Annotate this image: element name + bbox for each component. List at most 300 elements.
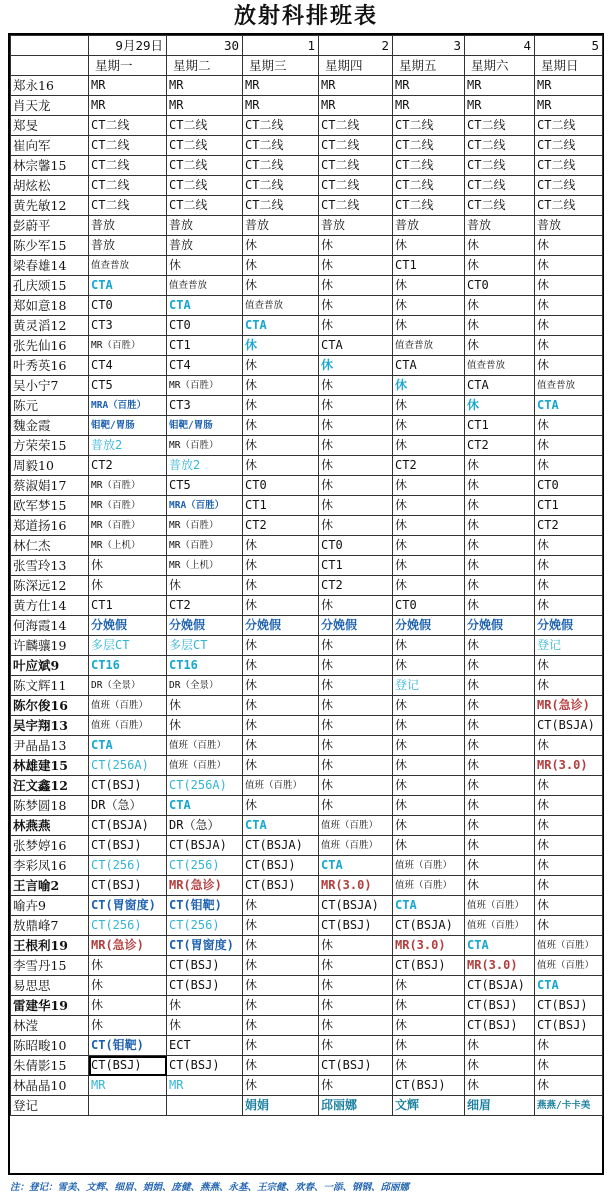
shift-cell[interactable]: 分娩假 xyxy=(319,616,393,636)
shift-cell[interactable]: MR（上机） xyxy=(167,556,243,576)
shift-cell[interactable]: CT二线 xyxy=(167,116,243,136)
shift-cell[interactable]: CT二线 xyxy=(89,156,167,176)
shift-cell[interactable]: CT二线 xyxy=(535,136,603,156)
shift-cell[interactable]: 休 xyxy=(393,236,465,256)
shift-cell[interactable]: 休 xyxy=(535,676,603,696)
shift-cell[interactable]: CT0 xyxy=(319,536,393,556)
shift-cell[interactable]: 休 xyxy=(535,836,603,856)
shift-cell[interactable]: 普放2 xyxy=(167,456,243,476)
shift-cell[interactable]: 休 xyxy=(89,576,167,596)
shift-cell[interactable]: 分娩假 xyxy=(393,616,465,636)
shift-cell[interactable]: MR（百胜） xyxy=(89,476,167,496)
shift-cell[interactable]: 普放 xyxy=(167,216,243,236)
shift-cell[interactable]: CT二线 xyxy=(243,176,319,196)
shift-cell[interactable]: 休 xyxy=(393,416,465,436)
shift-cell[interactable]: 娟娟 xyxy=(243,1096,319,1116)
shift-cell[interactable]: 值班（百胜） xyxy=(535,936,603,956)
shift-cell[interactable]: 登记 xyxy=(393,676,465,696)
shift-cell[interactable]: CT(BSJ) xyxy=(89,836,167,856)
shift-cell[interactable]: 登记 xyxy=(535,636,603,656)
shift-cell[interactable]: CT二线 xyxy=(243,136,319,156)
weekday-cell[interactable]: 星期三 xyxy=(243,56,319,76)
shift-cell[interactable]: 休 xyxy=(465,856,535,876)
staff-name-cell[interactable]: 吴宇翔13 xyxy=(11,716,89,736)
shift-cell[interactable]: 休 xyxy=(535,596,603,616)
shift-cell[interactable]: 休 xyxy=(465,536,535,556)
shift-cell[interactable]: 休 xyxy=(243,636,319,656)
shift-cell[interactable]: MR(急诊) xyxy=(535,696,603,716)
shift-cell[interactable]: 休 xyxy=(393,296,465,316)
shift-cell[interactable]: 休 xyxy=(89,556,167,576)
shift-cell[interactable]: CT(钼靶) xyxy=(89,1036,167,1056)
date-cell[interactable]: 4 xyxy=(465,36,535,56)
staff-name-cell[interactable]: 黄方仕14 xyxy=(11,596,89,616)
shift-cell[interactable]: 值班（百胜） xyxy=(535,956,603,976)
shift-cell[interactable]: 休 xyxy=(393,976,465,996)
shift-cell[interactable]: 值班（百胜） xyxy=(319,816,393,836)
shift-cell[interactable]: CT(BSJA) xyxy=(465,976,535,996)
date-cell[interactable]: 30 xyxy=(167,36,243,56)
shift-cell[interactable]: MR（百胜） xyxy=(89,336,167,356)
staff-name-cell[interactable]: 喻卉9 xyxy=(11,896,89,916)
shift-cell[interactable]: CT0 xyxy=(167,316,243,336)
shift-cell[interactable]: 休 xyxy=(393,556,465,576)
shift-cell[interactable]: 休 xyxy=(535,536,603,556)
shift-cell[interactable]: CT(BSJ) xyxy=(89,776,167,796)
weekday-cell[interactable]: 星期五 xyxy=(393,56,465,76)
shift-cell[interactable]: CT二线 xyxy=(89,116,167,136)
shift-cell[interactable]: CT(钼靶) xyxy=(167,896,243,916)
staff-name-cell[interactable]: 郑旻 xyxy=(11,116,89,136)
shift-cell[interactable]: 休 xyxy=(465,1076,535,1096)
shift-cell[interactable]: CT0 xyxy=(465,276,535,296)
staff-name-cell[interactable]: 周毅10 xyxy=(11,456,89,476)
shift-cell[interactable]: CT(BSJ) xyxy=(243,876,319,896)
shift-cell[interactable]: CT(BSJA) xyxy=(393,916,465,936)
shift-cell[interactable]: 休 xyxy=(393,736,465,756)
staff-name-cell[interactable]: 陈少军15 xyxy=(11,236,89,256)
shift-cell[interactable]: CT二线 xyxy=(167,156,243,176)
shift-cell[interactable]: 休 xyxy=(465,496,535,516)
shift-cell[interactable]: CT二线 xyxy=(319,136,393,156)
shift-cell[interactable]: 休 xyxy=(393,1036,465,1056)
shift-cell[interactable]: CT二线 xyxy=(465,176,535,196)
shift-cell[interactable]: 休 xyxy=(319,796,393,816)
shift-cell[interactable]: 休 xyxy=(319,376,393,396)
shift-cell[interactable]: 值班（百胜） xyxy=(243,776,319,796)
shift-cell[interactable]: 休 xyxy=(243,1016,319,1036)
shift-cell[interactable]: 休 xyxy=(535,1076,603,1096)
shift-cell[interactable]: MR xyxy=(167,76,243,96)
shift-cell[interactable]: 休 xyxy=(319,936,393,956)
shift-cell[interactable]: CTA xyxy=(319,856,393,876)
shift-cell[interactable]: CTA xyxy=(535,976,603,996)
staff-name-cell[interactable]: 胡炫松 xyxy=(11,176,89,196)
shift-cell[interactable]: 休 xyxy=(465,636,535,656)
shift-cell[interactable]: MR（百胜） xyxy=(89,496,167,516)
shift-cell[interactable]: 休 xyxy=(393,1056,465,1076)
shift-cell[interactable]: CT二线 xyxy=(535,156,603,176)
shift-cell[interactable]: 休 xyxy=(535,1056,603,1076)
shift-cell[interactable]: MR(3.0) xyxy=(465,956,535,976)
shift-cell[interactable]: 分娩假 xyxy=(535,616,603,636)
shift-cell[interactable]: CT16 xyxy=(167,656,243,676)
shift-cell[interactable]: CT二线 xyxy=(319,176,393,196)
staff-name-cell[interactable]: 李雪丹15 xyxy=(11,956,89,976)
shift-cell[interactable]: MR xyxy=(167,96,243,116)
shift-cell[interactable]: CT(胃窗度) xyxy=(89,896,167,916)
shift-cell[interactable]: 休 xyxy=(319,416,393,436)
shift-cell[interactable]: CT二线 xyxy=(167,196,243,216)
shift-cell[interactable]: 休 xyxy=(167,256,243,276)
shift-cell[interactable]: 值班（百胜） xyxy=(393,876,465,896)
shift-cell[interactable]: CT(BSJ) xyxy=(393,956,465,976)
shift-cell[interactable]: CT1 xyxy=(243,496,319,516)
shift-cell[interactable]: 休 xyxy=(393,716,465,736)
shift-cell[interactable]: 休 xyxy=(465,756,535,776)
shift-cell[interactable]: CT16 xyxy=(89,656,167,676)
shift-cell[interactable]: CT(BSJA) xyxy=(319,896,393,916)
staff-name-cell[interactable]: 魏金霞 xyxy=(11,416,89,436)
shift-cell[interactable]: MR（百胜） xyxy=(167,536,243,556)
shift-cell[interactable]: 休 xyxy=(243,456,319,476)
shift-cell[interactable]: 休 xyxy=(465,876,535,896)
shift-cell[interactable]: CTA xyxy=(319,336,393,356)
shift-cell[interactable]: CT二线 xyxy=(319,156,393,176)
shift-cell[interactable]: CT(BSJ) xyxy=(89,876,167,896)
shift-cell[interactable]: 休 xyxy=(243,336,319,356)
shift-cell[interactable]: 值班（百胜） xyxy=(319,836,393,856)
shift-cell[interactable]: CT二线 xyxy=(89,136,167,156)
shift-cell[interactable]: CT5 xyxy=(167,476,243,496)
staff-name-cell[interactable]: 崔向军 xyxy=(11,136,89,156)
shift-cell[interactable]: 休 xyxy=(393,496,465,516)
shift-cell[interactable]: 休 xyxy=(393,436,465,456)
shift-cell[interactable]: 普放 xyxy=(89,236,167,256)
staff-name-cell[interactable]: 陈昭畯10 xyxy=(11,1036,89,1056)
shift-cell[interactable]: DR（急） xyxy=(167,816,243,836)
shift-cell[interactable]: MR xyxy=(243,96,319,116)
shift-cell[interactable]: CT2 xyxy=(319,576,393,596)
shift-cell[interactable]: MR(3.0) xyxy=(535,756,603,776)
shift-cell[interactable]: CT(BSJ) xyxy=(89,1056,167,1076)
shift-cell[interactable]: 休 xyxy=(319,1036,393,1056)
shift-cell[interactable]: 普放2 xyxy=(89,436,167,456)
shift-cell[interactable]: MR（百胜） xyxy=(89,516,167,536)
shift-cell[interactable]: 休 xyxy=(243,1076,319,1096)
shift-cell[interactable]: MR（百胜） xyxy=(167,376,243,396)
shift-cell[interactable]: 休 xyxy=(535,656,603,676)
shift-cell[interactable]: 休 xyxy=(535,796,603,816)
shift-cell[interactable]: 休 xyxy=(319,496,393,516)
shift-cell[interactable]: 休 xyxy=(167,1016,243,1036)
shift-cell[interactable]: CT1 xyxy=(393,256,465,276)
shift-cell[interactable]: 休 xyxy=(393,636,465,656)
shift-cell[interactable]: CTA xyxy=(167,796,243,816)
shift-cell[interactable]: 休 xyxy=(393,996,465,1016)
shift-cell[interactable]: MR xyxy=(393,96,465,116)
date-cell[interactable]: 9月29日 xyxy=(89,36,167,56)
staff-name-cell[interactable]: 尹晶晶13 xyxy=(11,736,89,756)
shift-cell[interactable]: MR xyxy=(89,76,167,96)
shift-cell[interactable]: CT(BSJ) xyxy=(319,916,393,936)
shift-cell[interactable]: CT5 xyxy=(89,376,167,396)
staff-name-cell[interactable]: 张雪玲13 xyxy=(11,556,89,576)
shift-cell[interactable]: 普放 xyxy=(243,216,319,236)
shift-cell[interactable]: 休 xyxy=(319,716,393,736)
shift-cell[interactable]: CT2 xyxy=(465,436,535,456)
shift-cell[interactable]: 休 xyxy=(535,736,603,756)
date-cell[interactable]: 2 xyxy=(319,36,393,56)
shift-cell[interactable]: CT(BSJA) xyxy=(535,716,603,736)
shift-cell[interactable]: 休 xyxy=(243,976,319,996)
shift-cell[interactable]: MR（百胜） xyxy=(167,436,243,456)
shift-cell[interactable]: 普放 xyxy=(89,216,167,236)
shift-cell[interactable]: 休 xyxy=(243,936,319,956)
shift-cell[interactable]: CT二线 xyxy=(319,116,393,136)
shift-cell[interactable]: 休 xyxy=(535,896,603,916)
shift-cell[interactable]: 休 xyxy=(243,396,319,416)
shift-cell[interactable]: 休 xyxy=(465,696,535,716)
shift-cell[interactable]: 多层CT xyxy=(89,636,167,656)
shift-cell[interactable]: MR xyxy=(243,76,319,96)
shift-cell[interactable]: 休 xyxy=(243,1056,319,1076)
shift-cell[interactable]: CT0 xyxy=(243,476,319,496)
shift-cell[interactable]: 休 xyxy=(243,436,319,456)
shift-cell[interactable]: MR(急诊) xyxy=(167,876,243,896)
shift-cell[interactable]: CT二线 xyxy=(319,196,393,216)
shift-cell[interactable]: CT3 xyxy=(89,316,167,336)
shift-cell[interactable]: 休 xyxy=(319,956,393,976)
weekday-cell[interactable]: 星期四 xyxy=(319,56,393,76)
staff-name-cell[interactable]: 林宗馨15 xyxy=(11,156,89,176)
shift-cell[interactable]: 值班（百胜） xyxy=(167,756,243,776)
weekday-cell[interactable]: 星期一 xyxy=(89,56,167,76)
shift-cell[interactable]: CTA xyxy=(243,316,319,336)
staff-name-cell[interactable]: 孔庆颂15 xyxy=(11,276,89,296)
staff-name-cell[interactable]: 敖鼎峰7 xyxy=(11,916,89,936)
shift-cell[interactable]: 休 xyxy=(167,696,243,716)
shift-cell[interactable]: CT二线 xyxy=(393,136,465,156)
shift-cell[interactable]: 休 xyxy=(319,516,393,536)
staff-name-cell[interactable]: 郑道扬16 xyxy=(11,516,89,536)
shift-cell[interactable]: 值班（百胜） xyxy=(167,736,243,756)
staff-name-cell[interactable]: 林仁杰 xyxy=(11,536,89,556)
shift-cell[interactable]: 休 xyxy=(319,356,393,376)
shift-cell[interactable]: CT二线 xyxy=(243,196,319,216)
shift-cell[interactable]: CT4 xyxy=(167,356,243,376)
date-cell[interactable]: 5 xyxy=(535,36,603,56)
shift-cell[interactable]: 休 xyxy=(535,916,603,936)
shift-cell[interactable]: 休 xyxy=(465,256,535,276)
staff-name-cell[interactable]: 蔡淑娟17 xyxy=(11,476,89,496)
staff-name-cell[interactable]: 林雄建15 xyxy=(11,756,89,776)
shift-cell[interactable]: 休 xyxy=(319,276,393,296)
shift-cell[interactable]: 休 xyxy=(243,576,319,596)
shift-cell[interactable]: 休 xyxy=(465,296,535,316)
shift-cell[interactable]: 值查普放 xyxy=(243,296,319,316)
shift-cell[interactable]: CT(胃窗度) xyxy=(167,936,243,956)
shift-cell[interactable]: 休 xyxy=(465,556,535,576)
staff-name-cell[interactable]: 陈深远12 xyxy=(11,576,89,596)
staff-name-cell[interactable]: 李彩凤16 xyxy=(11,856,89,876)
shift-cell[interactable]: 休 xyxy=(243,536,319,556)
shift-cell[interactable]: MR(急诊) xyxy=(89,936,167,956)
shift-cell[interactable]: 普放 xyxy=(319,216,393,236)
shift-cell[interactable]: 分娩假 xyxy=(167,616,243,636)
shift-cell[interactable]: 休 xyxy=(167,716,243,736)
shift-cell[interactable]: 值班（百胜） xyxy=(465,896,535,916)
shift-cell[interactable]: CT1 xyxy=(535,496,603,516)
shift-cell[interactable]: MR xyxy=(465,96,535,116)
shift-cell[interactable]: 休 xyxy=(535,356,603,376)
shift-cell[interactable]: CT(BSJA) xyxy=(89,816,167,836)
shift-cell[interactable]: 休 xyxy=(319,1076,393,1096)
shift-cell[interactable]: 休 xyxy=(393,1016,465,1036)
shift-cell[interactable]: MR xyxy=(89,1076,167,1096)
shift-cell[interactable]: CT2 xyxy=(167,596,243,616)
staff-name-cell[interactable]: 王根利19 xyxy=(11,936,89,956)
shift-cell[interactable]: 休 xyxy=(319,316,393,336)
shift-cell[interactable]: CT二线 xyxy=(89,176,167,196)
shift-cell[interactable]: 休 xyxy=(319,456,393,476)
shift-cell[interactable]: 休 xyxy=(243,256,319,276)
shift-cell[interactable]: CT二线 xyxy=(535,116,603,136)
shift-cell[interactable]: CTA xyxy=(167,296,243,316)
shift-cell[interactable]: CT二线 xyxy=(465,196,535,216)
shift-cell[interactable]: 休 xyxy=(243,796,319,816)
shift-cell[interactable]: 多层CT xyxy=(167,636,243,656)
weekday-cell[interactable]: 星期二 xyxy=(167,56,243,76)
staff-name-cell[interactable]: 肖天龙 xyxy=(11,96,89,116)
shift-cell[interactable]: CTA xyxy=(393,896,465,916)
shift-cell[interactable]: 休 xyxy=(393,516,465,536)
shift-cell[interactable]: CT二线 xyxy=(243,156,319,176)
shift-cell[interactable]: 休 xyxy=(465,336,535,356)
staff-name-cell[interactable]: 黄灵滔12 xyxy=(11,316,89,336)
shift-cell[interactable]: 休 xyxy=(535,456,603,476)
shift-cell[interactable]: 休 xyxy=(465,816,535,836)
shift-cell[interactable]: 休 xyxy=(89,1016,167,1036)
shift-cell[interactable]: 分娩假 xyxy=(243,616,319,636)
shift-cell[interactable]: 值班（百胜） xyxy=(465,916,535,936)
shift-cell[interactable]: CT二线 xyxy=(393,176,465,196)
shift-cell[interactable]: DR（全景） xyxy=(89,676,167,696)
shift-cell[interactable]: 燕燕/卡卡美 xyxy=(535,1096,603,1116)
shift-cell[interactable]: CT0 xyxy=(393,596,465,616)
staff-name-cell[interactable]: 彭蔚平 xyxy=(11,216,89,236)
shift-cell[interactable]: 休 xyxy=(535,336,603,356)
staff-name-cell[interactable]: 朱倩影15 xyxy=(11,1056,89,1076)
shift-cell[interactable]: 值班（百胜） xyxy=(89,696,167,716)
shift-cell[interactable]: 休 xyxy=(393,276,465,296)
shift-cell[interactable]: CTA xyxy=(535,396,603,416)
shift-cell[interactable]: CT4 xyxy=(89,356,167,376)
shift-cell[interactable]: 休 xyxy=(319,736,393,756)
staff-name-cell[interactable]: 王言喻2 xyxy=(11,876,89,896)
shift-cell[interactable]: CTA xyxy=(465,376,535,396)
shift-cell[interactable]: 休 xyxy=(535,776,603,796)
staff-name-cell[interactable]: 黄先敏12 xyxy=(11,196,89,216)
shift-cell[interactable]: 休 xyxy=(243,596,319,616)
shift-cell[interactable]: MR xyxy=(465,76,535,96)
shift-cell[interactable]: 普放 xyxy=(535,216,603,236)
shift-cell[interactable]: 休 xyxy=(465,1036,535,1056)
shift-cell[interactable]: CT二线 xyxy=(535,176,603,196)
shift-cell[interactable]: 休 xyxy=(243,1036,319,1056)
shift-cell[interactable]: 休 xyxy=(393,536,465,556)
shift-cell[interactable] xyxy=(167,1096,243,1116)
shift-cell[interactable]: CT(BSJ) xyxy=(319,1056,393,1076)
shift-cell[interactable]: 休 xyxy=(319,256,393,276)
shift-cell[interactable]: 休 xyxy=(535,316,603,336)
shift-cell[interactable]: CT0 xyxy=(89,296,167,316)
shift-cell[interactable]: 休 xyxy=(465,316,535,336)
shift-cell[interactable]: 钼靶/胃肠 xyxy=(89,416,167,436)
staff-name-cell[interactable]: 郑永16 xyxy=(11,76,89,96)
shift-cell[interactable]: 值班（百胜） xyxy=(89,716,167,736)
shift-cell[interactable]: 休 xyxy=(535,296,603,316)
staff-name-cell[interactable]: 汪文鑫12 xyxy=(11,776,89,796)
shift-cell[interactable]: 休 xyxy=(243,676,319,696)
shift-cell[interactable]: 休 xyxy=(465,836,535,856)
shift-cell[interactable]: CT(256) xyxy=(89,856,167,876)
shift-cell[interactable]: 休 xyxy=(393,756,465,776)
shift-cell[interactable]: 休 xyxy=(319,1016,393,1036)
shift-cell[interactable]: MR xyxy=(393,76,465,96)
shift-cell[interactable] xyxy=(89,1096,167,1116)
shift-cell[interactable]: CT(256A) xyxy=(89,756,167,776)
shift-cell[interactable]: CT二线 xyxy=(393,116,465,136)
shift-cell[interactable]: MR(3.0) xyxy=(393,936,465,956)
shift-cell[interactable]: MR xyxy=(89,96,167,116)
shift-cell[interactable]: CT二线 xyxy=(393,156,465,176)
shift-cell[interactable]: 细眉 xyxy=(465,1096,535,1116)
shift-cell[interactable]: CT二线 xyxy=(535,196,603,216)
shift-cell[interactable]: 休 xyxy=(243,356,319,376)
staff-name-cell[interactable]: 何海霞14 xyxy=(11,616,89,636)
shift-cell[interactable]: CT(BSJA) xyxy=(243,836,319,856)
shift-cell[interactable]: CT二线 xyxy=(243,116,319,136)
shift-cell[interactable]: CT1 xyxy=(167,336,243,356)
staff-name-cell[interactable]: 陈文辉11 xyxy=(11,676,89,696)
shift-cell[interactable]: 休 xyxy=(243,896,319,916)
staff-name-cell[interactable]: 许麟骧19 xyxy=(11,636,89,656)
shift-cell[interactable]: 普放 xyxy=(465,216,535,236)
shift-cell[interactable]: 值查普放 xyxy=(465,356,535,376)
shift-cell[interactable]: CT(BSJ) xyxy=(465,1016,535,1036)
shift-cell[interactable]: 休 xyxy=(535,276,603,296)
shift-cell[interactable]: CT(BSJ) xyxy=(167,1056,243,1076)
shift-cell[interactable]: CT0 xyxy=(535,476,603,496)
staff-name-cell[interactable]: 雷建华19 xyxy=(11,996,89,1016)
staff-name-cell[interactable]: 吴小宁7 xyxy=(11,376,89,396)
shift-cell[interactable]: CT(BSJ) xyxy=(243,856,319,876)
shift-cell[interactable]: CT2 xyxy=(393,456,465,476)
shift-cell[interactable]: 休 xyxy=(535,856,603,876)
date-cell[interactable]: 1 xyxy=(243,36,319,56)
shift-cell[interactable]: 休 xyxy=(535,576,603,596)
shift-cell[interactable]: CT1 xyxy=(465,416,535,436)
shift-cell[interactable]: DR（急） xyxy=(89,796,167,816)
date-cell[interactable]: 3 xyxy=(393,36,465,56)
shift-cell[interactable]: 休 xyxy=(319,436,393,456)
staff-name-cell[interactable]: 郑如意18 xyxy=(11,296,89,316)
shift-cell[interactable]: 值查普放 xyxy=(89,256,167,276)
shift-cell[interactable]: 休 xyxy=(89,976,167,996)
shift-cell[interactable]: MR xyxy=(167,1076,243,1096)
shift-cell[interactable]: 休 xyxy=(319,396,393,416)
